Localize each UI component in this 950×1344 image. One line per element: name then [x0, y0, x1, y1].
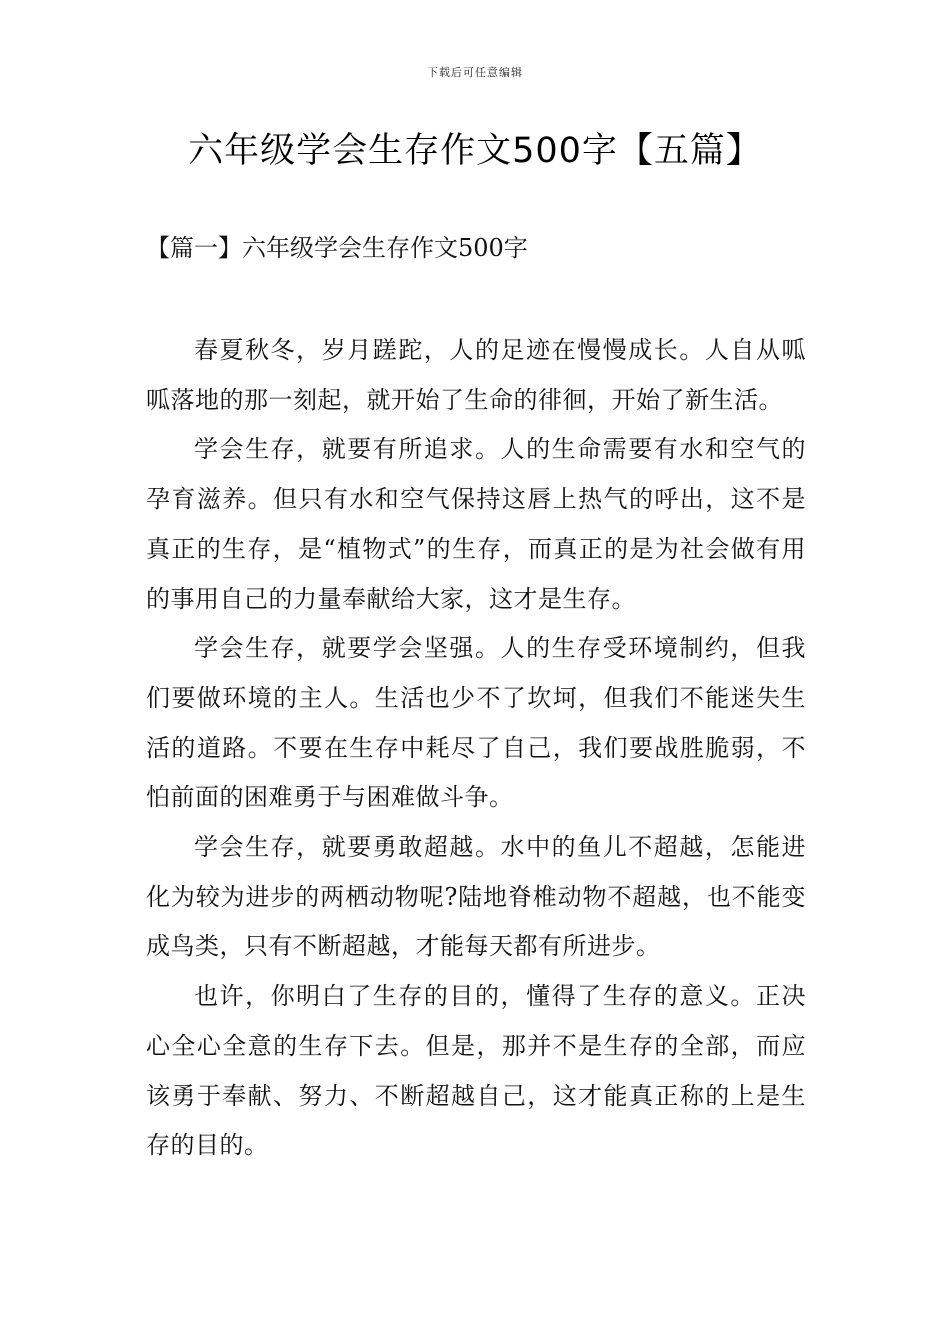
header-note: 下载后可任意编辑: [427, 66, 523, 79]
paragraph: 学会生存，就要勇敢超越。水中的鱼儿不超越，怎能进化为较为进步的两栖动物呢?陆地脊椎动物不超越，也不能变成鸟类，只有不断超越，才能每天都有所进步。: [146, 833, 806, 961]
paragraph: 春夏秋冬，岁月蹉跎，人的足迹在慢慢成长。人自从呱呱落地的那一刻起，就开始了生命的徘徊，开始了新生活。: [146, 336, 806, 414]
paragraph: 也许，你明白了生存的目的，懂得了生存的意义。正决心全心全意的生存下去。但是，那并不是生存的全部，而应该勇于奉献、努力、不断超越自己，这才能真正称的上是生存的目的。: [146, 982, 806, 1160]
document-title: 六年级学会生存作文500字【五篇】: [188, 131, 762, 171]
essay-body: [146, 326, 806, 1171]
section-heading: 【篇一】六年级学会生存作文500字: [146, 234, 528, 262]
paragraph: 学会生存，就要学会坚强。人的生存受环境制约，但我们要做环境的主人。生活也少不了坎坷，但我们不能迷失生活的道路。不要在生存中耗尽了自己，我们要战胜脆弱，不怕前面的困难勇于与困难做斗争。: [146, 634, 806, 812]
paragraph: 学会生存，就要有所追求。人的生命需要有水和空气的孕育滋养。但只有水和空气保持这唇上热气的呼出，这不是真正的生存，是“植物式”的生存，而真正的是为社会做有用的事用自己的力量奉献给大家，这才是生存。: [146, 435, 806, 613]
